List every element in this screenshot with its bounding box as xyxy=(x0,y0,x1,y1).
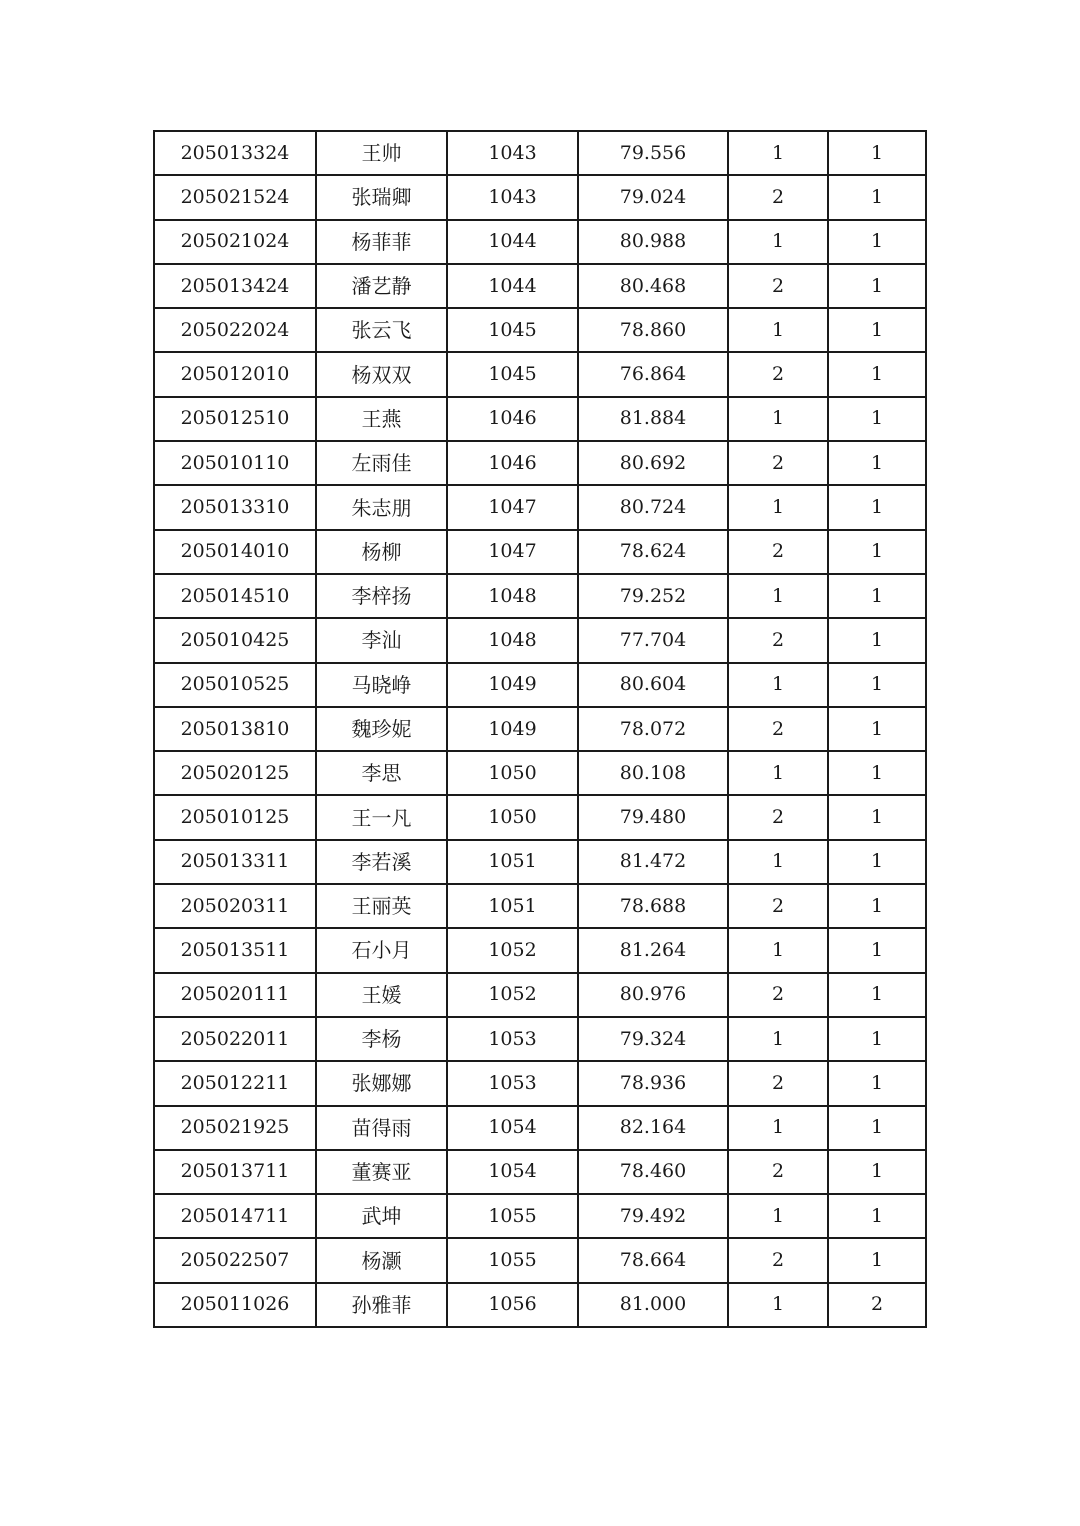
status-cell: 1 xyxy=(828,751,926,795)
rank-cell: 1 xyxy=(728,663,828,707)
status-cell: 1 xyxy=(828,1238,926,1282)
score-cell: 81.884 xyxy=(578,397,728,441)
score-cell: 76.864 xyxy=(578,352,728,396)
code-cell: 1047 xyxy=(447,485,578,529)
score-cell: 79.252 xyxy=(578,574,728,618)
name-cell: 杨柳 xyxy=(316,530,447,574)
status-cell: 1 xyxy=(828,618,926,662)
id-cell: 205022024 xyxy=(154,308,316,352)
score-cell: 78.664 xyxy=(578,1238,728,1282)
id-cell: 205020111 xyxy=(154,973,316,1017)
table-row xyxy=(154,175,926,219)
rank-cell: 1 xyxy=(728,1017,828,1061)
id-cell: 205010110 xyxy=(154,441,316,485)
status-cell: 1 xyxy=(828,441,926,485)
rank-cell: 2 xyxy=(728,352,828,396)
score-cell: 80.976 xyxy=(578,973,728,1017)
id-cell: 205013424 xyxy=(154,264,316,308)
name-cell: 王一凡 xyxy=(316,795,447,839)
table-row xyxy=(154,441,926,485)
status-cell: 1 xyxy=(828,707,926,751)
code-cell: 1047 xyxy=(447,530,578,574)
score-cell: 79.556 xyxy=(578,131,728,175)
score-cell: 81.472 xyxy=(578,840,728,884)
name-cell: 李思 xyxy=(316,751,447,795)
table-row xyxy=(154,131,926,175)
status-cell: 1 xyxy=(828,574,926,618)
rank-cell: 2 xyxy=(728,1238,828,1282)
score-cell: 80.604 xyxy=(578,663,728,707)
score-cell: 78.860 xyxy=(578,308,728,352)
rank-cell: 1 xyxy=(728,928,828,972)
table-body xyxy=(154,131,926,1327)
name-cell: 王燕 xyxy=(316,397,447,441)
id-cell: 205013810 xyxy=(154,707,316,751)
score-cell: 79.324 xyxy=(578,1017,728,1061)
score-cell: 77.704 xyxy=(578,618,728,662)
code-cell: 1055 xyxy=(447,1194,578,1238)
code-cell: 1049 xyxy=(447,707,578,751)
code-cell: 1048 xyxy=(447,574,578,618)
id-cell: 205011026 xyxy=(154,1283,316,1327)
status-cell: 1 xyxy=(828,973,926,1017)
id-cell: 205013511 xyxy=(154,928,316,972)
name-cell: 马晓峥 xyxy=(316,663,447,707)
rank-cell: 2 xyxy=(728,618,828,662)
status-cell: 1 xyxy=(828,264,926,308)
rank-cell: 1 xyxy=(728,220,828,264)
table-row xyxy=(154,884,926,928)
rank-cell: 1 xyxy=(728,1106,828,1150)
score-cell: 80.692 xyxy=(578,441,728,485)
name-cell: 杨双双 xyxy=(316,352,447,396)
name-cell: 潘艺静 xyxy=(316,264,447,308)
status-cell: 1 xyxy=(828,1106,926,1150)
rank-cell: 1 xyxy=(728,485,828,529)
table-row xyxy=(154,663,926,707)
status-cell: 1 xyxy=(828,1017,926,1061)
table-row xyxy=(154,485,926,529)
id-cell: 205012010 xyxy=(154,352,316,396)
code-cell: 1043 xyxy=(447,131,578,175)
score-cell: 79.024 xyxy=(578,175,728,219)
rank-cell: 2 xyxy=(728,707,828,751)
name-cell: 左雨佳 xyxy=(316,441,447,485)
name-cell: 杨灏 xyxy=(316,1238,447,1282)
rank-cell: 1 xyxy=(728,1194,828,1238)
rank-cell: 1 xyxy=(728,397,828,441)
status-cell: 2 xyxy=(828,1283,926,1327)
code-cell: 1053 xyxy=(447,1061,578,1105)
name-cell: 张云飞 xyxy=(316,308,447,352)
table-row xyxy=(154,397,926,441)
rank-cell: 1 xyxy=(728,308,828,352)
id-cell: 205010125 xyxy=(154,795,316,839)
table-row xyxy=(154,840,926,884)
name-cell: 张娜娜 xyxy=(316,1061,447,1105)
score-cell: 80.468 xyxy=(578,264,728,308)
status-cell: 1 xyxy=(828,840,926,884)
id-cell: 205014711 xyxy=(154,1194,316,1238)
name-cell: 王媛 xyxy=(316,973,447,1017)
rank-cell: 2 xyxy=(728,973,828,1017)
rank-cell: 1 xyxy=(728,1283,828,1327)
score-cell: 80.724 xyxy=(578,485,728,529)
score-cell: 78.072 xyxy=(578,707,728,751)
table-row xyxy=(154,1017,926,1061)
name-cell: 张瑞卿 xyxy=(316,175,447,219)
table-row xyxy=(154,352,926,396)
status-cell: 1 xyxy=(828,131,926,175)
status-cell: 1 xyxy=(828,352,926,396)
table-row xyxy=(154,928,926,972)
score-cell: 79.492 xyxy=(578,1194,728,1238)
rank-cell: 2 xyxy=(728,441,828,485)
code-cell: 1045 xyxy=(447,352,578,396)
rank-cell: 2 xyxy=(728,530,828,574)
table-row xyxy=(154,574,926,618)
id-cell: 205010425 xyxy=(154,618,316,662)
id-cell: 205020125 xyxy=(154,751,316,795)
table-row xyxy=(154,973,926,1017)
rank-cell: 1 xyxy=(728,751,828,795)
name-cell: 董赛亚 xyxy=(316,1150,447,1194)
score-cell: 79.480 xyxy=(578,795,728,839)
code-cell: 1053 xyxy=(447,1017,578,1061)
status-cell: 1 xyxy=(828,884,926,928)
table-row xyxy=(154,308,926,352)
table-row xyxy=(154,1238,926,1282)
table-row xyxy=(154,1283,926,1327)
code-cell: 1056 xyxy=(447,1283,578,1327)
rank-cell: 1 xyxy=(728,131,828,175)
score-cell: 80.108 xyxy=(578,751,728,795)
rank-cell: 1 xyxy=(728,840,828,884)
score-table xyxy=(153,130,927,1328)
code-cell: 1050 xyxy=(447,795,578,839)
table-row xyxy=(154,707,926,751)
name-cell: 苗得雨 xyxy=(316,1106,447,1150)
score-cell: 78.936 xyxy=(578,1061,728,1105)
status-cell: 1 xyxy=(828,1061,926,1105)
status-cell: 1 xyxy=(828,1150,926,1194)
rank-cell: 2 xyxy=(728,1150,828,1194)
id-cell: 205012211 xyxy=(154,1061,316,1105)
id-cell: 205021925 xyxy=(154,1106,316,1150)
id-cell: 205021524 xyxy=(154,175,316,219)
code-cell: 1048 xyxy=(447,618,578,662)
code-cell: 1044 xyxy=(447,220,578,264)
code-cell: 1054 xyxy=(447,1150,578,1194)
code-cell: 1055 xyxy=(447,1238,578,1282)
table-row xyxy=(154,1106,926,1150)
name-cell: 朱志朋 xyxy=(316,485,447,529)
code-cell: 1052 xyxy=(447,928,578,972)
table-row xyxy=(154,1150,926,1194)
status-cell: 1 xyxy=(828,308,926,352)
id-cell: 205021024 xyxy=(154,220,316,264)
status-cell: 1 xyxy=(828,795,926,839)
table-row xyxy=(154,530,926,574)
name-cell: 魏珍妮 xyxy=(316,707,447,751)
id-cell: 205013311 xyxy=(154,840,316,884)
name-cell: 李汕 xyxy=(316,618,447,662)
code-cell: 1049 xyxy=(447,663,578,707)
code-cell: 1043 xyxy=(447,175,578,219)
status-cell: 1 xyxy=(828,397,926,441)
table-row xyxy=(154,1061,926,1105)
name-cell: 石小月 xyxy=(316,928,447,972)
status-cell: 1 xyxy=(828,928,926,972)
id-cell: 205014510 xyxy=(154,574,316,618)
id-cell: 205013711 xyxy=(154,1150,316,1194)
table-row xyxy=(154,1194,926,1238)
code-cell: 1050 xyxy=(447,751,578,795)
code-cell: 1046 xyxy=(447,441,578,485)
table-row xyxy=(154,264,926,308)
table-row xyxy=(154,618,926,662)
name-cell: 孙雅菲 xyxy=(316,1283,447,1327)
score-cell: 78.688 xyxy=(578,884,728,928)
code-cell: 1051 xyxy=(447,840,578,884)
score-cell: 82.164 xyxy=(578,1106,728,1150)
name-cell: 王帅 xyxy=(316,131,447,175)
status-cell: 1 xyxy=(828,530,926,574)
score-cell: 78.460 xyxy=(578,1150,728,1194)
rank-cell: 2 xyxy=(728,884,828,928)
rank-cell: 2 xyxy=(728,264,828,308)
rank-cell: 2 xyxy=(728,1061,828,1105)
id-cell: 205014010 xyxy=(154,530,316,574)
table-row xyxy=(154,751,926,795)
name-cell: 李梓扬 xyxy=(316,574,447,618)
status-cell: 1 xyxy=(828,175,926,219)
id-cell: 205010525 xyxy=(154,663,316,707)
status-cell: 1 xyxy=(828,663,926,707)
code-cell: 1044 xyxy=(447,264,578,308)
code-cell: 1045 xyxy=(447,308,578,352)
code-cell: 1054 xyxy=(447,1106,578,1150)
id-cell: 205022011 xyxy=(154,1017,316,1061)
id-cell: 205012510 xyxy=(154,397,316,441)
name-cell: 王丽英 xyxy=(316,884,447,928)
code-cell: 1051 xyxy=(447,884,578,928)
code-cell: 1046 xyxy=(447,397,578,441)
rank-cell: 1 xyxy=(728,574,828,618)
rank-cell: 2 xyxy=(728,175,828,219)
id-cell: 205020311 xyxy=(154,884,316,928)
score-cell: 81.264 xyxy=(578,928,728,972)
name-cell: 杨菲菲 xyxy=(316,220,447,264)
id-cell: 205013310 xyxy=(154,485,316,529)
name-cell: 李若溪 xyxy=(316,840,447,884)
table-row xyxy=(154,795,926,839)
status-cell: 1 xyxy=(828,485,926,529)
id-cell: 205022507 xyxy=(154,1238,316,1282)
score-cell: 80.988 xyxy=(578,220,728,264)
id-cell: 205013324 xyxy=(154,131,316,175)
name-cell: 武坤 xyxy=(316,1194,447,1238)
table-row xyxy=(154,220,926,264)
status-cell: 1 xyxy=(828,1194,926,1238)
score-cell: 78.624 xyxy=(578,530,728,574)
status-cell: 1 xyxy=(828,220,926,264)
name-cell: 李杨 xyxy=(316,1017,447,1061)
code-cell: 1052 xyxy=(447,973,578,1017)
score-cell: 81.000 xyxy=(578,1283,728,1327)
rank-cell: 2 xyxy=(728,795,828,839)
